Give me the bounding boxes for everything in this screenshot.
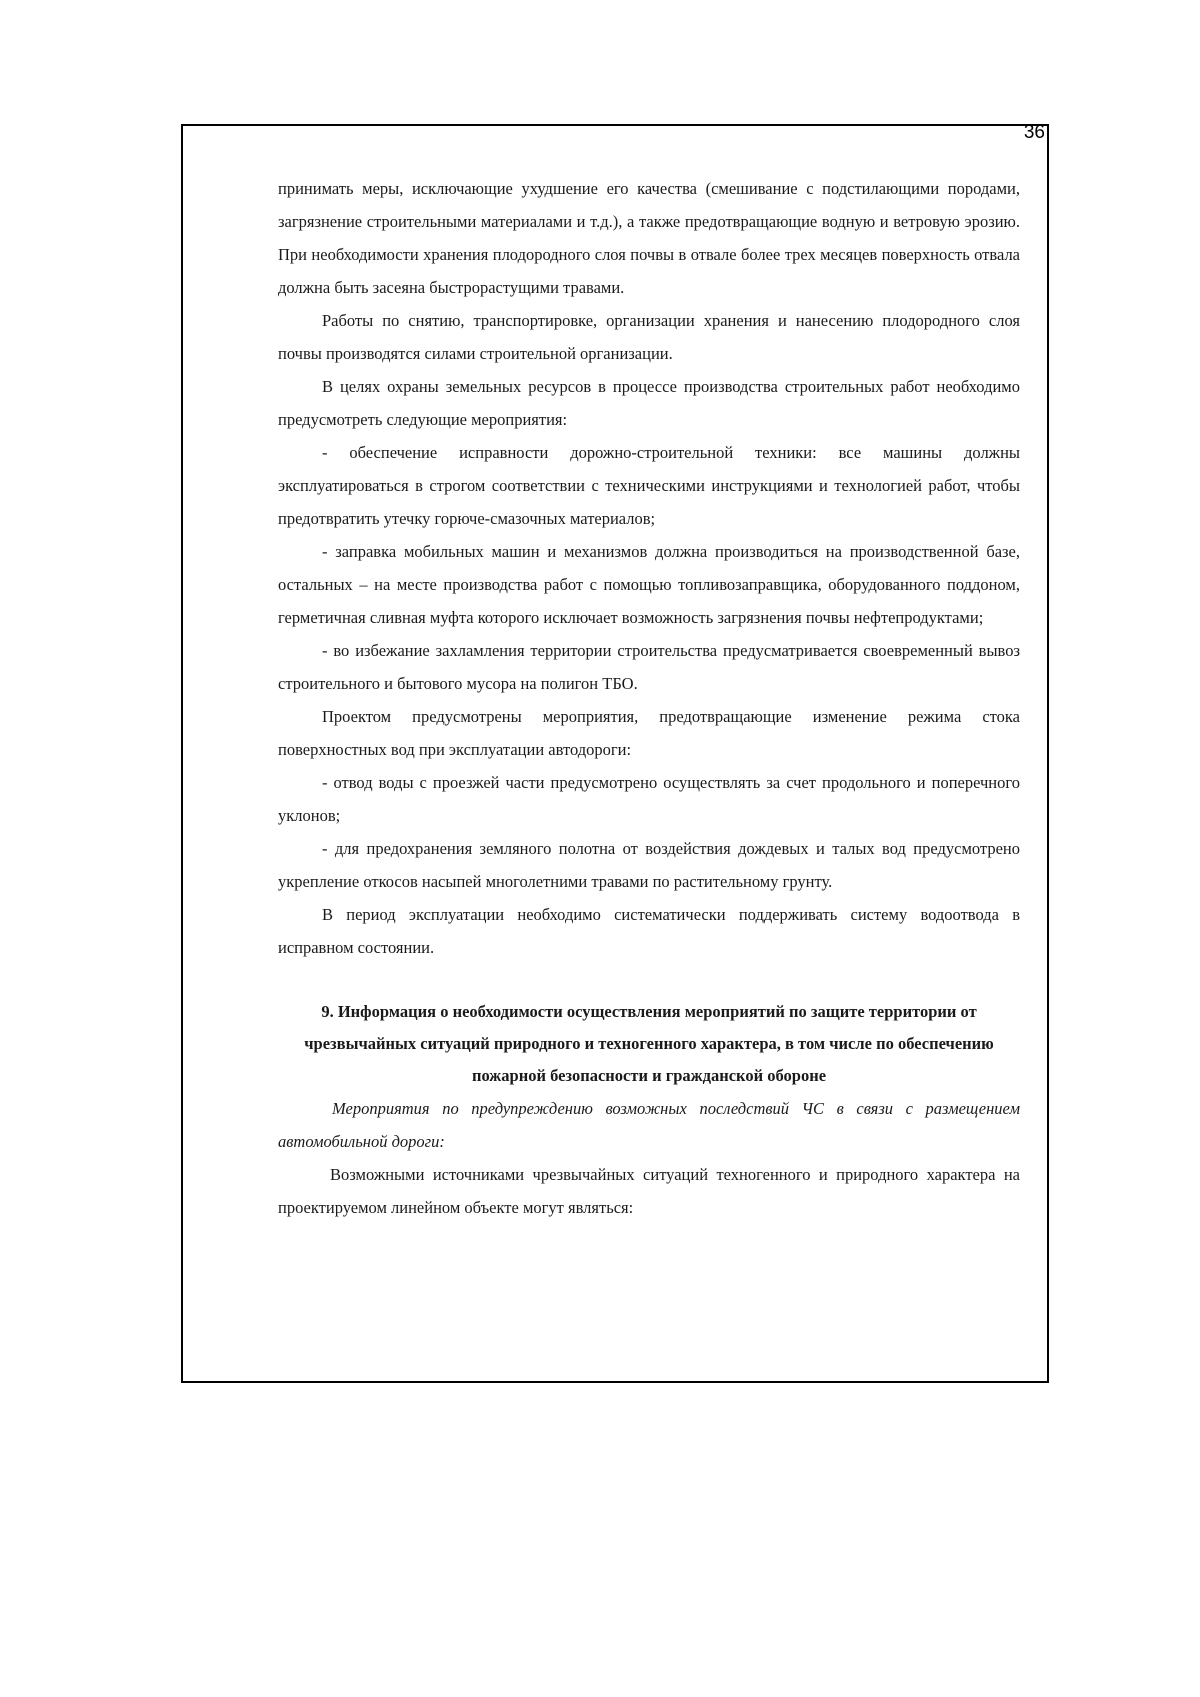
section-heading: 9. Информация о необходимости осуществления мероприятий по защите территории от чрезвычайных ситуаций природного и техногенного характера, в том числе по обеспечению пожарной безопасности и гражданской обороне bbox=[304, 1002, 994, 1085]
list-item: - обеспечение исправности дорожно-строительной техники: все машины должны эксплуатироваться в строгом соответствии с техническими инструкциями и технологией работ, чтобы предотвратить утечку горюче-смазочных материалов; bbox=[278, 443, 1020, 528]
list-item: - для предохранения земляного полотна от воздействия дождевых и талых вод предусмотрено укрепление откосов насыпей многолетними травами по растительному грунту. bbox=[278, 839, 1020, 891]
list-item: - заправка мобильных машин и механизмов должна производиться на производственной базе, остальных – на месте производства работ с помощью топливозаправщика, оборудованного поддоном, герметичная сливная муфта которого исключает возможность загрязнения почвы нефтепродуктами; bbox=[278, 542, 1020, 627]
paragraph: принимать меры, исключающие ухудшение его качества (смешивание с подстилающими породами, загрязнение строительными материалами и т.д.), а также предотвращающие водную и ветровую эрозию. При необходимости хранения плодородного слоя почвы в отвале более трех месяцев поверхность отвала должна быть засеяна быстрорастущими травами. bbox=[278, 179, 1020, 297]
section-spacer bbox=[278, 964, 1020, 996]
paragraph: В период эксплуатации необходимо систематически поддерживать систему водоотвода в исправном состоянии. bbox=[278, 905, 1020, 957]
paragraph: Работы по снятию, транспортировке, организации хранения и нанесению плодородного слоя почвы производятся силами строительной организации. bbox=[278, 311, 1020, 363]
document-body bbox=[278, 172, 1020, 1224]
paragraph: В целях охраны земельных ресурсов в процессе производства строительных работ необходимо предусмотреть следующие мероприятия: bbox=[278, 377, 1020, 429]
italic-paragraph: Мероприятия по предупреждению возможных последствий ЧС в связи с размещением автомобильной дороги: bbox=[278, 1099, 1020, 1151]
paragraph: Проектом предусмотрены мероприятия, предотвращающие изменение режима стока поверхностных вод при эксплуатации автодороги: bbox=[278, 707, 1020, 759]
paragraph: Возможными источниками чрезвычайных ситуаций техногенного и природного характера на проектируемом линейном объекте могут являться: bbox=[278, 1165, 1020, 1217]
page-number: 36 bbox=[1023, 122, 1045, 143]
list-item: - во избежание захламления территории строительства предусматривается своевременный вывоз строительного и бытового мусора на полигон ТБО. bbox=[278, 641, 1020, 693]
list-item: - отвод воды с проезжей части предусмотрено осуществлять за счет продольного и поперечного уклонов; bbox=[278, 773, 1020, 825]
